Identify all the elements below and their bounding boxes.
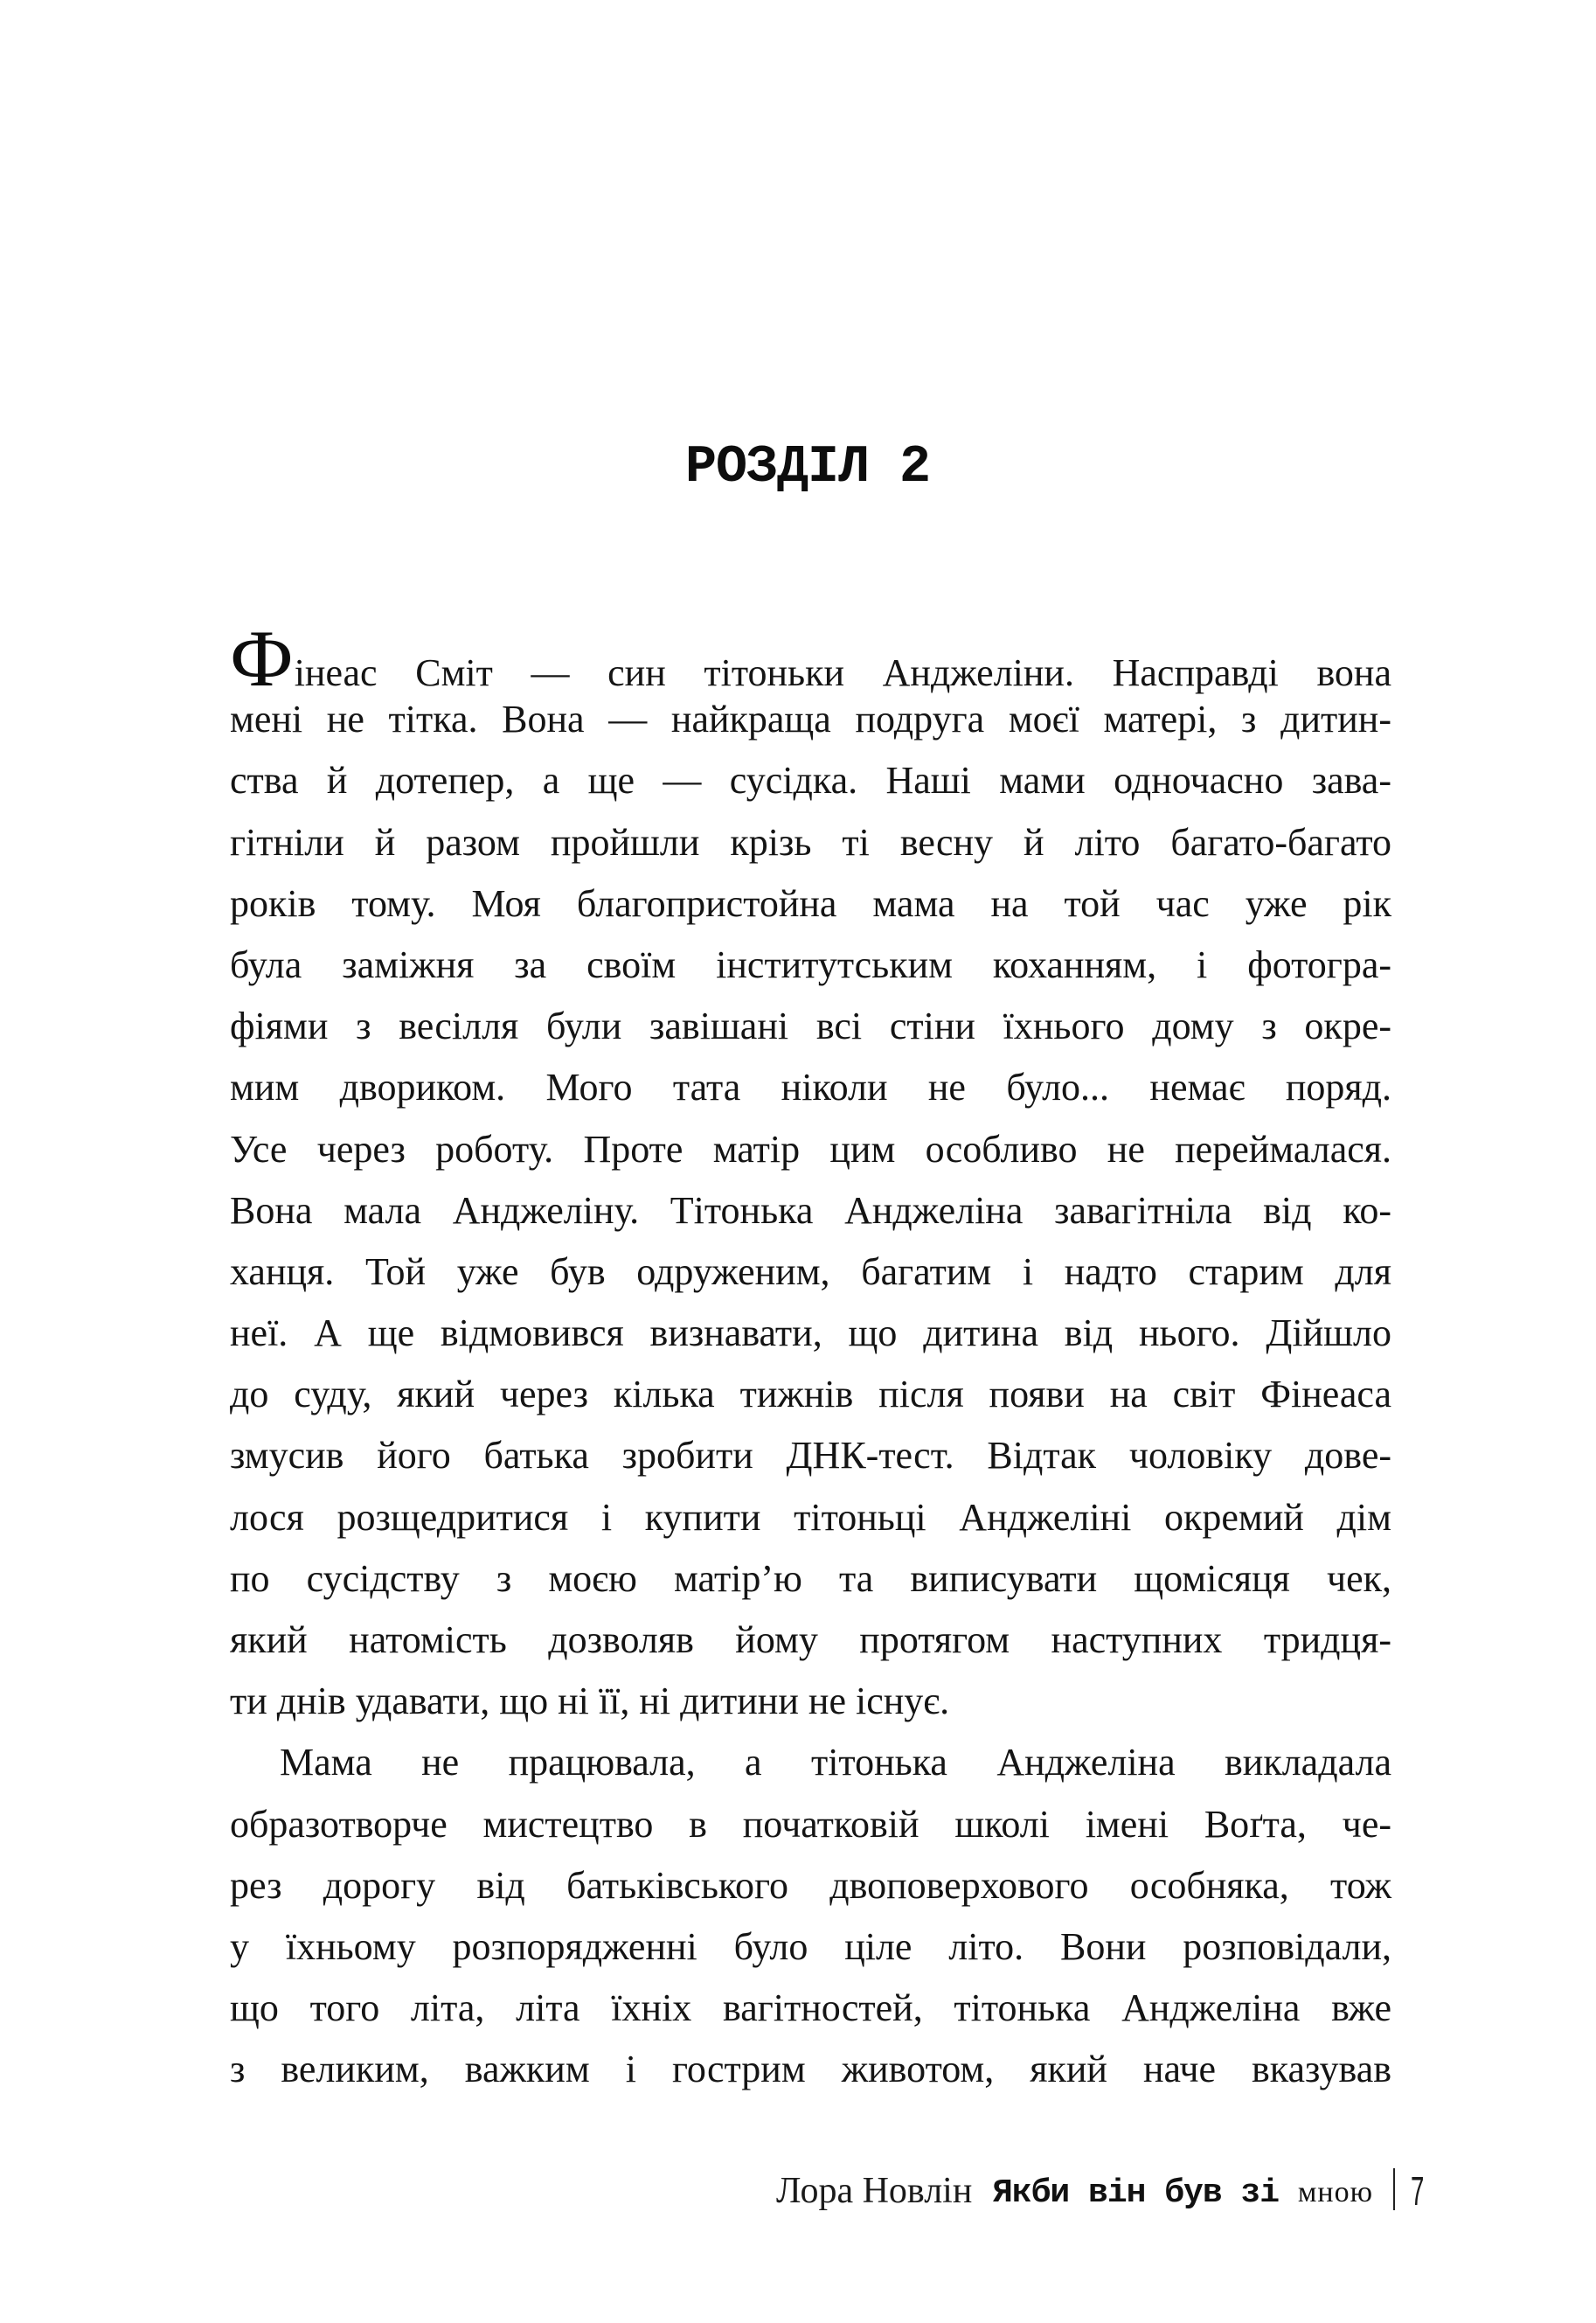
footer-author: Лора Новлін — [776, 2171, 973, 2211]
text-line: Вона мала Анджеліну. Тітонька Анджеліна завагітніла від ко- — [230, 1188, 1391, 1232]
text-line: була заміжня за своїм інститутським коханням, і фотогра- — [230, 942, 1391, 986]
text-line-content: інеас Сміт — син тітоньки Анджеліни. Насправді вона — [294, 651, 1391, 694]
text-line: що того літа, літа їхніх вагітностей, тітонька Анджеліна вже — [230, 1986, 1391, 2030]
text-line: Мама не працювала, а тітонька Анджеліна викладала — [280, 1741, 1391, 1784]
text-line — [230, 614, 1391, 703]
text-line: який натомість дозволяв йому протягом наступних тридця- — [230, 1618, 1391, 1661]
text-line: мені не тітка. Вона — найкраща подруга моєї матері, з дитин- — [230, 698, 1391, 741]
text-line: неї. А ще відмовився визнавати, що дитина від нього. Дійшло — [230, 1311, 1391, 1355]
paragraph — [230, 614, 1391, 1732]
text-line: у їхньому розпорядженні було ціле літо. Вони розповідали, — [230, 1924, 1391, 1968]
text-line: змусив його батька зробити ДНК-тест. Відтак чоловіку дове- — [230, 1434, 1391, 1478]
text-line: ханця. Той уже був одруженим, багатим і надто старим для — [230, 1249, 1391, 1293]
drop-cap: Ф — [230, 614, 294, 703]
footer-book-title — [993, 2168, 1373, 2218]
running-footer — [0, 2167, 1596, 2215]
text-line: років тому. Моя благопристойна мама на той час уже рік — [230, 881, 1391, 925]
text-line: рез дорогу від батьківського двоповерхового особняка, тож — [230, 1863, 1391, 1907]
text-line: з великим, важким і гострим животом, який наче вказував — [230, 2048, 1391, 2091]
text-line: Усе через роботу. Проте матір цим особливо не переймалася. — [230, 1127, 1391, 1171]
body-text — [230, 614, 1391, 2101]
text-line: по сусідству з моєю матір’ю та виписувати щомісяця чек, — [230, 1556, 1391, 1600]
paragraph — [230, 1732, 1391, 2100]
text-line: ства й дотепер, а ще — сусідка. Наші мами одночасно зава- — [230, 759, 1391, 803]
page-number: 7 — [1411, 2168, 1425, 2214]
text-line: лося розщедритися і купити тітоньці Анджеліні окремий дім — [230, 1495, 1391, 1539]
text-line: образотворче мистецтво в початковій школі імені Воґта, че- — [230, 1802, 1391, 1846]
chapter-title: РОЗДІЛ 2 — [684, 438, 931, 497]
text-line: до суду, який через кілька тижнів після появи на світ Фінеаса — [230, 1373, 1391, 1416]
text-line: ти днів удавати, що ні її, ні дитини не існує. — [230, 1680, 950, 1723]
text-line: фіями з весілля були завішані всі стіни їхнього дому з окре- — [230, 1005, 1391, 1048]
text-line: мим двориком. Мого тата ніколи не було... немає поряд. — [230, 1066, 1391, 1109]
text-line: гітніли й разом пройшли крізь ті весну й літо багато-багато — [230, 820, 1391, 864]
footer-book-title-bold: Якби він був зі — [993, 2174, 1280, 2212]
footer-divider — [1393, 2168, 1395, 2210]
footer-book-title-light: мною — [1297, 2176, 1373, 2208]
